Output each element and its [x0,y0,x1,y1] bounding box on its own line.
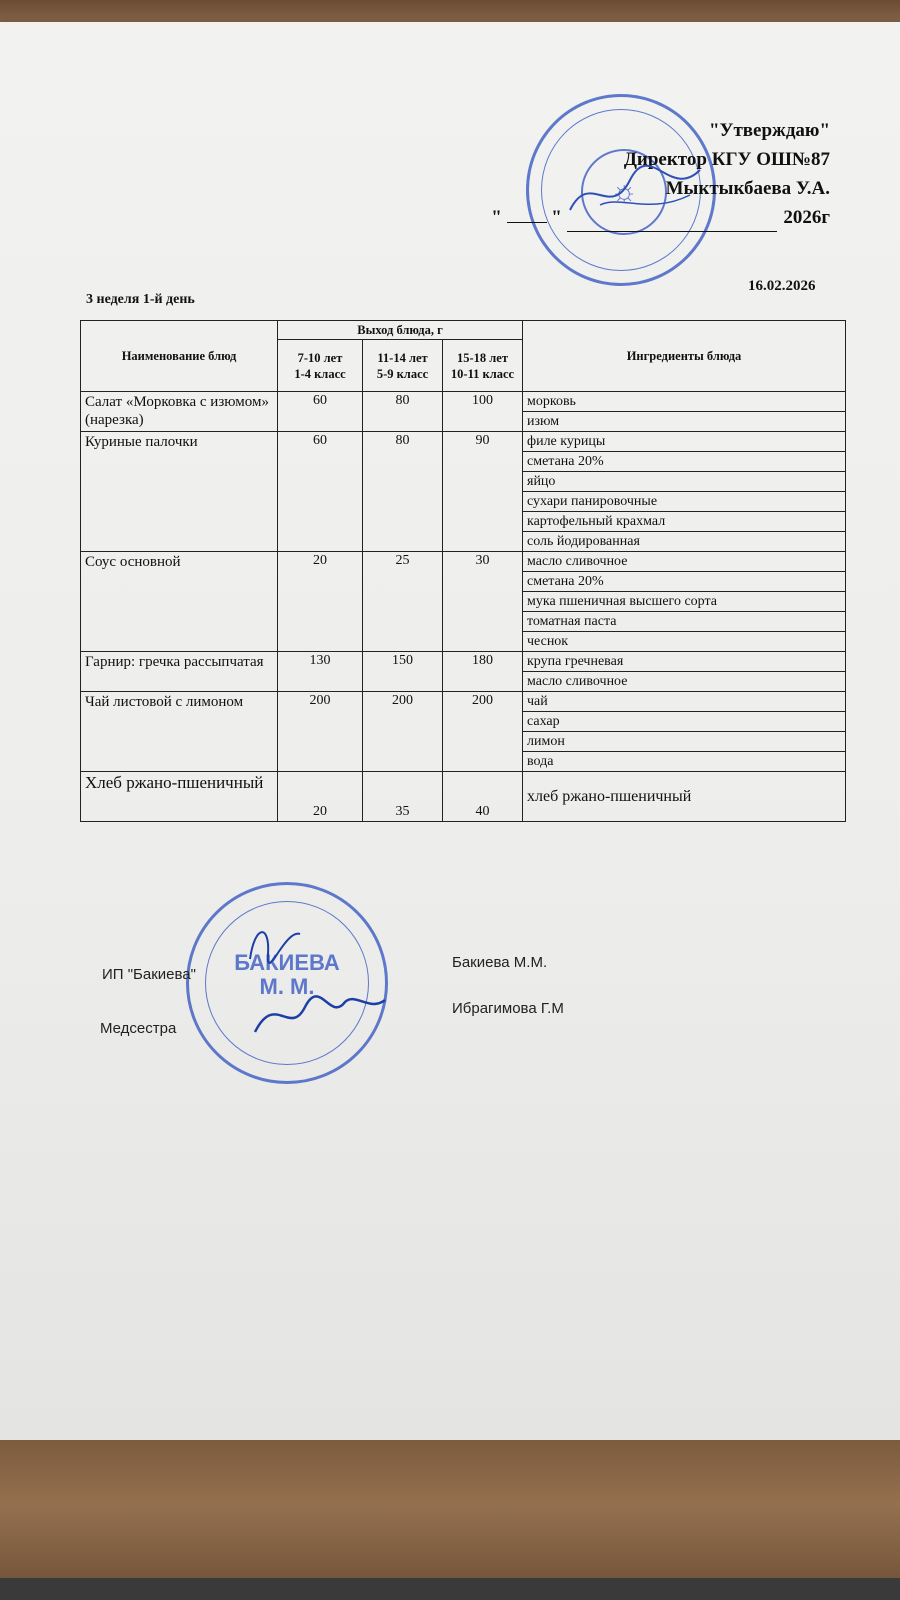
approval-title: "Утверждаю" [708,120,830,141]
ingredient: яйцо [523,472,846,492]
portion-15-18: 200 [443,692,523,772]
ingredient: лимон [523,732,846,752]
ingredient: томатная паста [523,612,846,632]
portion-7-10: 60 [278,432,363,552]
table-row [81,652,846,672]
emblem-icon: ☼ [581,149,667,235]
ingredient: масло сливочное [523,552,846,572]
table-row [81,692,846,712]
dark-floor-strip [0,1578,900,1600]
dish-name: Хлеб ржано-пшеничный [81,772,278,822]
ingredient: чай [523,692,846,712]
menu-date: 16.02.2026 [748,278,816,294]
ingredient: крупа гречневая [523,652,846,672]
ingredient: сметана 20% [523,452,846,472]
week-day-label: 3 неделя 1-й день [86,292,195,307]
dish-name: Гарнир: гречка рассыпчатая [81,652,278,692]
ingredient: вода [523,752,846,772]
stamp-name-line2: М. М. [259,974,315,999]
org-person-name: Бакиева М.М. [452,954,548,971]
ingredient: соль йодированная [523,532,846,552]
portion-11-14: 35 [363,772,443,822]
header-ingredients: Ингредиенты блюда [523,321,846,392]
approval-position: Директор КГУ ОШ№87 [623,149,830,170]
portion-7-10: 200 [278,692,363,772]
portion-7-10: 130 [278,652,363,692]
dish-name: Куриные палочки [81,432,278,552]
stamp-name-line1: БАКИЕВА [234,950,340,975]
portion-11-14: 80 [363,392,443,432]
ingredient: масло сливочное [523,672,846,692]
table-row [81,432,846,452]
portion-11-14: 80 [363,432,443,552]
ingredient: морковь [523,392,846,412]
portion-11-14: 150 [363,652,443,692]
wood-background-bottom [0,1440,900,1600]
header-age-group-3: 15-18 лет 10-11 класс [443,340,523,392]
portion-11-14: 200 [363,692,443,772]
approval-date-quote-open: " [491,207,502,228]
approval-date-quote-close: " [551,207,562,228]
portion-15-18: 180 [443,652,523,692]
portion-15-18: 40 [443,772,523,822]
nurse-name: Ибрагимова Г.М [452,1000,564,1017]
table-row [81,392,846,412]
approval-name: Мыктыкбаева У.А. [665,178,830,199]
portion-7-10: 20 [278,552,363,652]
ingredient: хлеб ржано-пшеничный [523,772,846,822]
portion-15-18: 90 [443,432,523,552]
approval-year: 2026г [783,207,830,228]
ingredient: чеснок [523,632,846,652]
ingredient: картофельный крахмал [523,512,846,532]
org-label: ИП "Бакиева" [102,966,196,983]
portion-7-10: 20 [278,772,363,822]
dish-name: Чай листовой с лимоном [81,692,278,772]
portion-11-14: 25 [363,552,443,652]
table-row [81,552,846,572]
nurse-signature [250,982,390,1042]
portion-15-18: 30 [443,552,523,652]
portion-15-18: 100 [443,392,523,432]
header-output: Выход блюда, г [278,321,523,340]
table-row [81,772,846,822]
ingredient: мука пшеничная высшего сорта [523,592,846,612]
ingredient: филе курицы [523,432,846,452]
org-signature [240,914,310,974]
header-dish: Наименование блюд [81,321,278,392]
portion-7-10: 60 [278,392,363,432]
header-age-group-1: 7-10 лет 1-4 класс [278,340,363,392]
dish-name: Салат «Морковка с изюмом» (нарезка) [81,392,278,432]
ingredient: сахар [523,712,846,732]
header-age-group-2: 11-14 лет 5-9 класс [363,340,443,392]
ingredient: изюм [523,412,846,432]
director-signature [560,150,710,230]
ingredient: сухари панировочные [523,492,846,512]
approval-date-underline [567,231,777,232]
nurse-label: Медсестра [100,1020,177,1037]
menu-table [80,320,846,822]
document-sheet [0,22,900,1442]
ingredient: сметана 20% [523,572,846,592]
dish-name: Соус основной [81,552,278,652]
